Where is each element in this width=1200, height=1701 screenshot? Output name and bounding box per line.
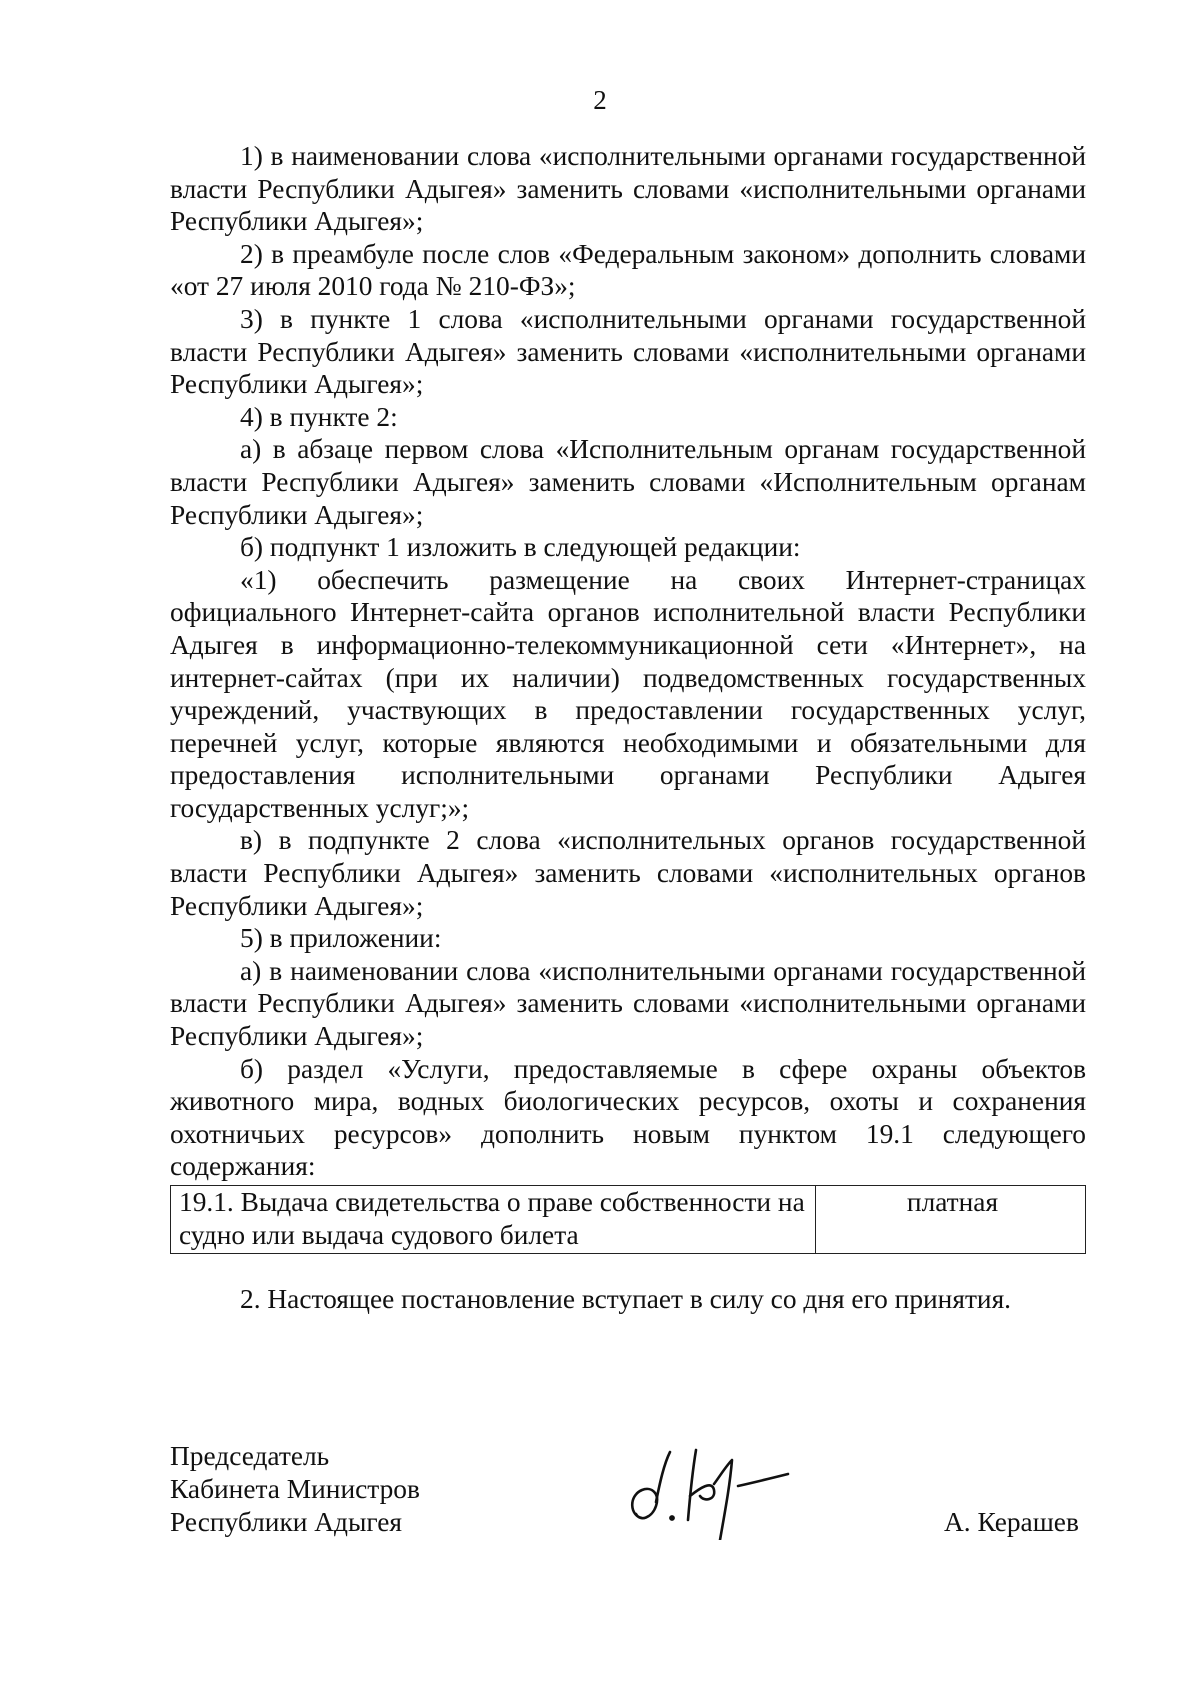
paragraph-6: б) подпункт 1 изложить в следующей редакции: — [240, 532, 801, 563]
signatory-name: А. Керашев — [944, 1507, 1079, 1537]
table-row — [171, 1186, 1086, 1254]
paragraph-11: б) раздел «Услуги, предоставляемые в сфере охраны объектов животного мира, водных биологических ресурсов, охоты и сохранения охотничьих ресурсов» дополнить новым пунктом 19.1 следующего содержания: — [170, 1053, 1086, 1182]
signatory-title — [170, 1440, 420, 1539]
paragraph-8: в) в подпункте 2 слова «исполнительных органов государственной власти Республики Адыгея» заменить словами «исполнительных органов Республики Адыгея»; — [170, 825, 1086, 921]
final-paragraph: 2. Настоящее постановление вступает в силу со дня его принятия. — [240, 1284, 1012, 1314]
paragraph-10: а) в наименовании слова «исполнительными органами государственной власти Республики Адыгея» заменить словами «исполнительными органами Республики Адыгея»; — [170, 955, 1086, 1052]
paragraph-3: 3) в пункте 1 слова «исполнительными органами государственной власти Республики Адыгея» заменить словами «исполнительными органами Республики Адыгея»; — [170, 303, 1086, 400]
table-cell-type: платная — [816, 1186, 1086, 1254]
paragraph-9: 5) в приложении: — [240, 923, 442, 954]
signatory-title-line: Кабинета Министров — [170, 1474, 420, 1504]
paragraph-2: 2) в преамбуле после слов «Федеральным законом» дополнить словами «от 27 июля 2010 года № 210-ФЗ»; — [170, 238, 1086, 302]
handwritten-signature-icon — [620, 1430, 820, 1540]
paragraph-4: 4) в пункте 2: — [240, 401, 398, 432]
signatory-title-line: Республики Адыгея — [170, 1507, 403, 1537]
services-table — [170, 1185, 1086, 1254]
paragraph-5: а) в абзаце первом слова «Исполнительным органам государственной власти Республики Адыгея» заменить словами «Исполнительным органам Республики Адыгея»; — [170, 434, 1086, 530]
paragraph-1: 1) в наименовании слова «исполнительными органами государственной власти Республики Адыгея» заменить словами «исполнительными органами Республики Адыгея»; — [170, 141, 1086, 237]
document-body — [170, 140, 1086, 1254]
table-cell-service: 19.1. Выдача свидетельства о праве собственности на судно или выдача судового билета — [171, 1186, 816, 1254]
page-number: 2 — [593, 85, 607, 115]
signatory-title-line: Председатель — [170, 1441, 330, 1471]
paragraph-7: «1) обеспечить размещение на своих Интернет-страницах официального Интернет-сайта органов исполнительной власти Республики Адыгея в информационно-телекоммуникационной сети «Интернет», на интернет-сайтах (при их наличии) подведомственных государственных учреждений, участвующих в предоставлении государственных услуг, перечней услуг, которые являются необходимыми и обязательными для предоставления исполнительными органами Республики Адыгея государственных услуг;»; — [170, 564, 1086, 823]
